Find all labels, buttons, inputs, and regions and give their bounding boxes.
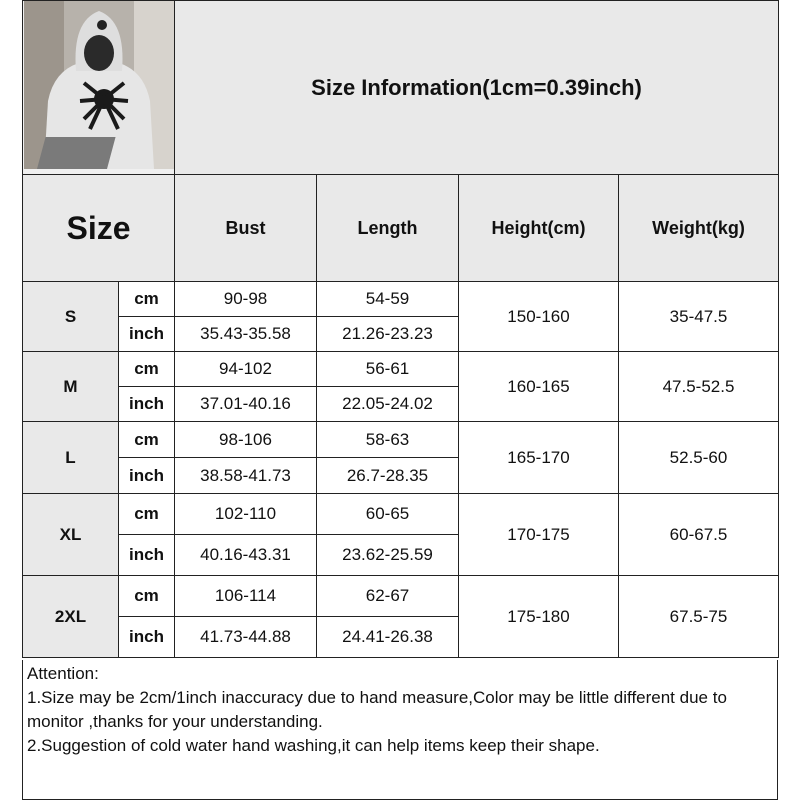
height-range: 150-160 <box>459 282 619 352</box>
length-inch: 26.7-28.35 <box>317 458 459 494</box>
length-inch: 23.62-25.59 <box>317 535 459 576</box>
unit-cm: cm <box>119 494 175 535</box>
unit-cm: cm <box>119 352 175 387</box>
weight-range: 35-47.5 <box>619 282 779 352</box>
bust-inch: 40.16-43.31 <box>175 535 317 576</box>
length-cm: 60-65 <box>317 494 459 535</box>
unit-inch: inch <box>119 617 175 658</box>
size-label: S <box>23 282 119 352</box>
weight-range: 67.5-75 <box>619 576 779 658</box>
length-cm: 58-63 <box>317 422 459 458</box>
length-cm: 62-67 <box>317 576 459 617</box>
bust-cm: 106-114 <box>175 576 317 617</box>
size-info-title: Size Information(1cm=0.39inch) <box>175 1 779 175</box>
notes-heading: Attention: <box>27 664 99 683</box>
height-range: 175-180 <box>459 576 619 658</box>
unit-cm: cm <box>119 422 175 458</box>
bust-cm: 98-106 <box>175 422 317 458</box>
bust-inch: 41.73-44.88 <box>175 617 317 658</box>
unit-inch: inch <box>119 387 175 422</box>
bust-cm: 102-110 <box>175 494 317 535</box>
length-inch: 22.05-24.02 <box>317 387 459 422</box>
length-inch: 24.41-26.38 <box>317 617 459 658</box>
notes-line-2: 2.Suggestion of cold water hand washing,it can help items keep their shape. <box>27 736 600 755</box>
bust-header: Bust <box>175 175 317 282</box>
size-chart-table <box>22 0 779 658</box>
unit-cm: cm <box>119 576 175 617</box>
bust-cm: 90-98 <box>175 282 317 317</box>
product-photo <box>23 1 175 175</box>
notes-line-1: 1.Size may be 2cm/1inch inaccuracy due to hand measure,Color may be little different due to monitor ,thanks for your understanding. <box>27 688 727 731</box>
size-label: M <box>23 352 119 422</box>
bust-cm: 94-102 <box>175 352 317 387</box>
size-header: Size <box>23 175 175 282</box>
unit-cm: cm <box>119 282 175 317</box>
unit-inch: inch <box>119 317 175 352</box>
length-inch: 21.26-23.23 <box>317 317 459 352</box>
size-label: XL <box>23 494 119 576</box>
height-range: 160-165 <box>459 352 619 422</box>
size-label: 2XL <box>23 576 119 658</box>
height-header: Height(cm) <box>459 175 619 282</box>
height-range: 165-170 <box>459 422 619 494</box>
weight-range: 47.5-52.5 <box>619 352 779 422</box>
length-header: Length <box>317 175 459 282</box>
length-cm: 54-59 <box>317 282 459 317</box>
bust-inch: 38.58-41.73 <box>175 458 317 494</box>
weight-range: 60-67.5 <box>619 494 779 576</box>
unit-inch: inch <box>119 458 175 494</box>
weight-range: 52.5-60 <box>619 422 779 494</box>
bust-inch: 37.01-40.16 <box>175 387 317 422</box>
length-cm: 56-61 <box>317 352 459 387</box>
product-image-icon <box>24 1 174 169</box>
attention-notes <box>22 660 778 800</box>
height-range: 170-175 <box>459 494 619 576</box>
unit-inch: inch <box>119 535 175 576</box>
size-label: L <box>23 422 119 494</box>
weight-header: Weight(kg) <box>619 175 779 282</box>
bust-inch: 35.43-35.58 <box>175 317 317 352</box>
